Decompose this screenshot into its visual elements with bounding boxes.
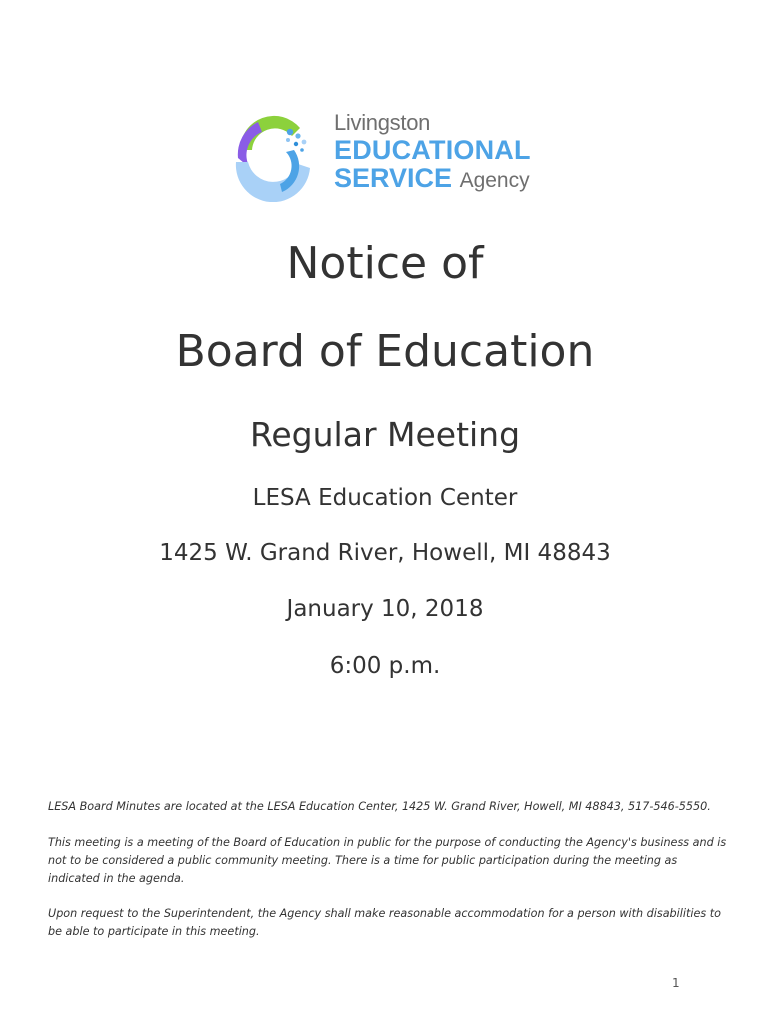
lesa-swirl-icon xyxy=(228,110,320,202)
title-notice-of: Notice of xyxy=(286,238,484,289)
meeting-address: 1425 W. Grand River, Howell, MI 48843 xyxy=(159,540,611,566)
logo-educational-text: EDUCATIONAL xyxy=(334,135,531,165)
note-minutes-location: LESA Board Minutes are located at the LESA Education Center, 1425 W. Grand River, Howell, MI 48843, 517-546-5550. xyxy=(48,800,711,813)
title-board-of-education: Board of Education xyxy=(175,326,595,377)
logo-agency-text: Agency xyxy=(459,169,530,192)
meeting-time: 6:00 p.m. xyxy=(329,653,441,679)
meeting-date: January 10, 2018 xyxy=(286,596,484,622)
logo-livingston-text: Livingston xyxy=(334,110,431,135)
logo-service-text: SERVICE xyxy=(334,163,453,193)
logo-service-agency-text xyxy=(334,165,531,192)
logo-wordmark xyxy=(334,112,531,192)
lesa-logo xyxy=(228,110,558,202)
meeting-location: LESA Education Center xyxy=(252,485,518,511)
note-accommodation: Upon request to the Superintendent, the Agency shall make reasonable accommodation for a person with disabilities to be able to participate in this meeting. xyxy=(48,907,721,938)
subtitle-regular-meeting: Regular Meeting xyxy=(249,415,521,454)
page-number: 1 xyxy=(672,976,680,990)
note-meeting-purpose: This meeting is a meeting of the Board of Education in public for the purpose of conducting the Agency's business and is not to be considered a public community meeting. There is a time for public participation during the meeting as indicated in the agenda. xyxy=(48,836,727,885)
